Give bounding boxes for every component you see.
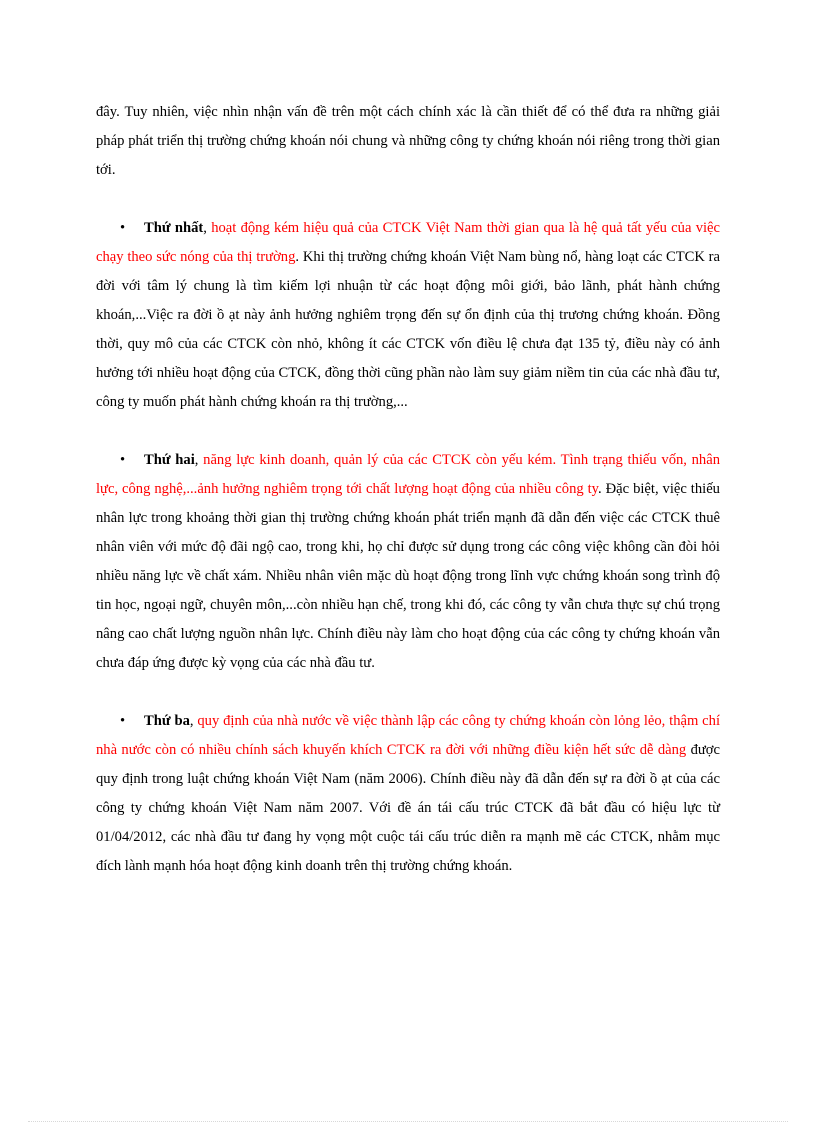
point-3-highlight: quy định của nhà nước về việc thành lập các công ty chứng khoán còn lỏng lẻo, thậm chí nhà nước còn có nhiều chính sách khuyến khích CTCK ra đời với những điều kiện hết sức dễ dàng [96, 713, 721, 758]
point-3-body: được quy định trong luật chứng khoán Việt Nam (năm 2006). Chính điều này đã dẫn đến sự ra đời ồ ạt của các công ty chứng khoán Việt Nam năm 2007. Với đề án tái cấu trúc CTCK đã bắt đầu có hiệu lực từ 01/04/2012, các nhà đầu tư đang hy vọng một cuộc tái cấu trúc diễn ra mạnh mẽ các CTCK, nhằm mục đích lành mạnh hóa hoạt động kinh doanh trên thị trường chứng khoán. [96, 742, 720, 874]
page-bottom-divider [28, 1121, 788, 1122]
document-page [96, 98, 720, 881]
point-3-lead: Thứ ba [144, 713, 190, 729]
bullet-icon [120, 707, 132, 736]
point-1-paragraph: • Thứ nhất, hoạt động kém hiệu quả của CTCK Việt Nam thời gian qua là hệ quả tất yếu của việc chạy theo sức nóng của thị trường. Khi thị trường chứng khoán Việt Nam bùng nổ, hàng loạt các CTCK ra đời với tâm lý chung là tìm kiếm lợi nhuận từ các hoạt động môi giới, bảo lãnh, phát hành chứng khoán,...Việc ra đời ồ ạt này ảnh hưởng nghiêm trọng đến sự ổn định của thị trương chứng khoán. Đồng thời, quy mô của các CTCK còn nhỏ, không ít các CTCK vốn điều lệ chưa đạt 135 tỷ, điều này có ảnh hưởng tới nhiều hoạt động của CTCK, đồng thời cũng phần nào làm suy giảm niềm tin của các nhà đầu tư, công ty muốn phát hành chứng khoán ra thị trường,... [96, 214, 720, 417]
intro-paragraph: đây. Tuy nhiên, việc nhìn nhận vấn đề trên một cách chính xác là cần thiết để có thể đưa ra những giải pháp phát triển thị trường chứng khoán nói chung và những công ty chứng khoán nói riêng trong thời gian tới. [96, 104, 720, 178]
bullet-icon [120, 446, 132, 475]
bullet-icon [120, 214, 132, 243]
point-1-lead: Thứ nhất [144, 220, 204, 236]
point-3-paragraph: • Thứ ba, quy định của nhà nước về việc thành lập các công ty chứng khoán còn lỏng lẻo, thậm chí nhà nước còn có nhiều chính sách khuyến khích CTCK ra đời với những điều kiện hết sức dễ dàng được quy định trong luật chứng khoán Việt Nam (năm 2006). Chính điều này đã dẫn đến sự ra đời ồ ạt của các công ty chứng khoán Việt Nam năm 2007. Với đề án tái cấu trúc CTCK đã bắt đầu có hiệu lực từ 01/04/2012, các nhà đầu tư đang hy vọng một cuộc tái cấu trúc diễn ra mạnh mẽ các CTCK, nhằm mục đích lành mạnh hóa hoạt động kinh doanh trên thị trường chứng khoán. [96, 707, 720, 881]
point-2-body: . Đặc biệt, việc thiếu nhân lực trong khoảng thời gian thị trường chứng khoán phát triển mạnh đã dẫn đến việc các CTCK thuê nhân viên với mức độ đãi ngộ cao, trong khi, họ chỉ được sử dụng trong các công việc không cần đòi hỏi nhiều năng lực về chất xám. Nhiều nhân viên mặc dù hoạt động trong lĩnh vực chứng khoán song trình độ tin học, ngoại ngữ, chuyên môn,...còn nhiều hạn chế, trong khi đó, các công ty vẫn chưa thực sự chú trọng nâng cao chất lượng nguồn nhân lực. Chính điều này làm cho hoạt động của các công ty chứng khoán vẫn chưa đáp ứng được kỳ vọng của các nhà đầu tư. [96, 481, 720, 671]
point-2-highlight: năng lực kinh doanh, quản lý của các CTCK còn yếu kém. Tình trạng thiếu vốn, nhân lực, công nghệ,...ảnh hưởng nghiêm trọng tới chất lượng hoạt động của nhiều công ty [96, 452, 721, 497]
point-2-paragraph: • Thứ hai, năng lực kinh doanh, quản lý của các CTCK còn yếu kém. Tình trạng thiếu vốn, nhân lực, công nghệ,...ảnh hưởng nghiêm trọng tới chất lượng hoạt động của nhiều công ty. Đặc biệt, việc thiếu nhân lực trong khoảng thời gian thị trường chứng khoán phát triển mạnh đã dẫn đến việc các CTCK thuê nhân viên với mức độ đãi ngộ cao, trong khi, họ chỉ được sử dụng trong các công việc không cần đòi hỏi nhiều năng lực về chất xám. Nhiều nhân viên mặc dù hoạt động trong lĩnh vực chứng khoán song trình độ tin học, ngoại ngữ, chuyên môn,...còn nhiều hạn chế, trong khi đó, các công ty vẫn chưa thực sự chú trọng nâng cao chất lượng nguồn nhân lực. Chính điều này làm cho hoạt động của các công ty chứng khoán vẫn chưa đáp ứng được kỳ vọng của các nhà đầu tư. [96, 446, 720, 678]
point-1-body: . Khi thị trường chứng khoán Việt Nam bùng nổ, hàng loạt các CTCK ra đời với tâm lý chung là tìm kiếm lợi nhuận từ các hoạt động môi giới, bảo lãnh, phát hành chứng khoán,...Việc ra đời ồ ạt này ảnh hưởng nghiêm trọng đến sự ổn định của thị trương chứng khoán. Đồng thời, quy mô của các CTCK còn nhỏ, không ít các CTCK vốn điều lệ chưa đạt 135 tỷ, điều này có ảnh hưởng tới nhiều hoạt động của CTCK, đồng thời cũng phần nào làm suy giảm niềm tin của các nhà đầu tư, công ty muốn phát hành chứng khoán ra thị trường,... [96, 249, 720, 410]
point-2-lead: Thứ hai [144, 452, 195, 468]
point-1-highlight: hoạt động kém hiệu quả của CTCK Việt Nam thời gian qua là hệ quả tất yếu của việc chạy theo sức nóng của thị trường [96, 220, 721, 265]
